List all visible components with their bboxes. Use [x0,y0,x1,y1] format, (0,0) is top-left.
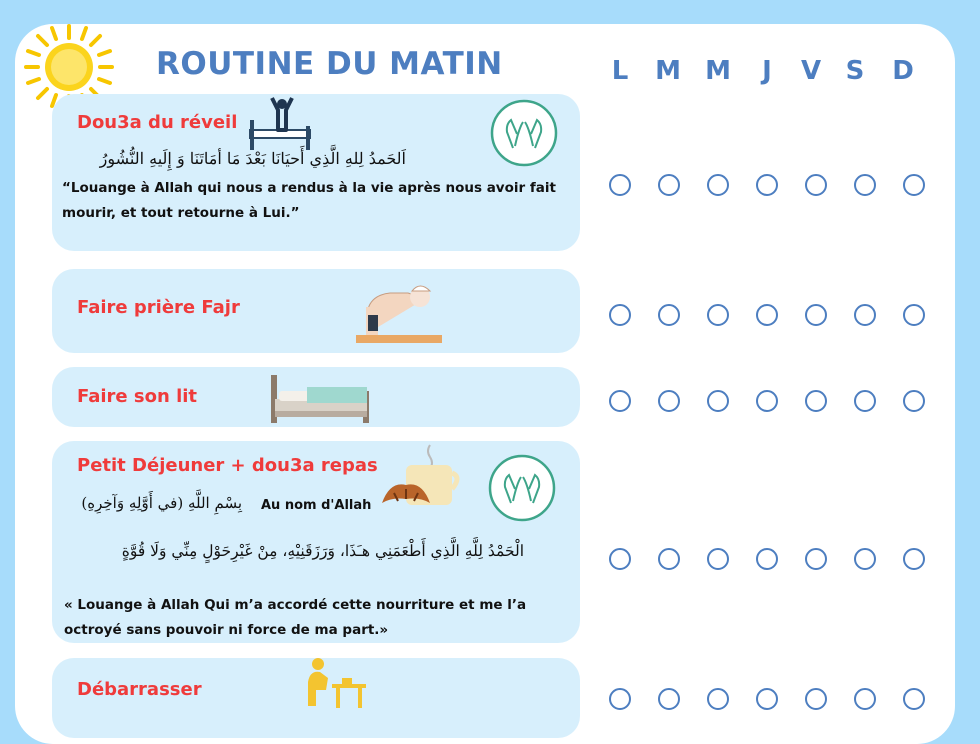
task-title: Petit Déjeuner + dou3a repas [77,455,378,476]
bed-wakeup-icon [248,96,314,152]
dua-french-text: “Louange à Allah qui nous a rendus à la vie après nous avoir fait mourir, et tout retourne à Lui.” [62,180,556,221]
checkbox-fajr-M[interactable] [658,304,680,326]
clearing-table-icon [298,656,370,710]
checkbox-make-bed-L[interactable] [609,390,631,412]
checkbox-breakfast-D[interactable] [903,548,925,570]
day-label: L [611,56,629,86]
dua-hands-icon [489,98,559,168]
checkbox-clear-table-M[interactable] [658,688,680,710]
day-label: V [800,56,822,86]
checkbox-clear-table-D[interactable] [903,688,925,710]
prayer-icon [356,277,442,345]
checkbox-clear-table-V[interactable] [805,688,827,710]
checkbox-breakfast-J[interactable] [756,548,778,570]
checkbox-clear-table-S[interactable] [854,688,876,710]
task-card-make-bed [52,367,580,427]
bismillah-french: Au nom d'Allah [261,498,372,513]
day-label: M [655,56,681,86]
task-title: Débarrasser [77,679,202,700]
checkbox-make-bed-S[interactable] [854,390,876,412]
checkbox-make-bed-M[interactable] [658,390,680,412]
checkbox-wakeup-dua-D[interactable] [903,174,925,196]
checkbox-make-bed-V[interactable] [805,390,827,412]
task-card-breakfast [52,441,580,643]
checkbox-breakfast-V[interactable] [805,548,827,570]
checkbox-clear-table-J[interactable] [756,688,778,710]
bismillah-arabic: بِسْمِ اللَّهِ (في أَوَّلِهِ وَآخِرِهِ) [81,494,242,512]
checkbox-fajr-V[interactable] [805,304,827,326]
dua-hands-icon [487,453,557,523]
task-title: Faire son lit [77,386,198,407]
task-card-clear-table [52,658,580,738]
checkbox-wakeup-dua-S[interactable] [854,174,876,196]
checkbox-make-bed-M2[interactable] [707,390,729,412]
coffee-croissant-icon [380,443,462,515]
dua-arabic-text: اَلحَمدُ لِلهِ الَّذِي أَحيَانَا بَعْدَ مَا أمَاتَنَا وَ إِلَيهِ النُّشُورُ [99,149,406,168]
task-card-wakeup-dua [52,94,580,251]
checkbox-wakeup-dua-V[interactable] [805,174,827,196]
checkbox-wakeup-dua-M2[interactable] [707,174,729,196]
checkbox-breakfast-M2[interactable] [707,548,729,570]
checkbox-wakeup-dua-J[interactable] [756,174,778,196]
task-title: Faire prière Fajr [77,297,240,318]
day-label: J [762,56,772,86]
day-label: D [892,56,914,86]
checkbox-fajr-M2[interactable] [707,304,729,326]
checkbox-breakfast-M[interactable] [658,548,680,570]
bed-icon [267,367,373,425]
checkbox-fajr-L[interactable] [609,304,631,326]
weekday-header [0,56,980,90]
meal-dua-french: « Louange à Allah Qui m’a accordé cette nourriture et me l’a octroyé sans pouvoir ni force de ma part.» [64,597,527,638]
checkbox-fajr-D[interactable] [903,304,925,326]
checkbox-fajr-S[interactable] [854,304,876,326]
day-label: S [845,56,865,86]
meal-dua-arabic: الْحَمْدُ لِلَّهِ الَّذِي أَطْعَمَنِي هـَذَا، وَرَزَقَنِيْهِ، مِنْ غَيْرِحَوْلٍ مِنِّي وَلَا قُوَّةٍ [121,542,524,560]
checkbox-make-bed-J[interactable] [756,390,778,412]
checkbox-breakfast-L[interactable] [609,548,631,570]
checkbox-wakeup-dua-L[interactable] [609,174,631,196]
checkbox-make-bed-D[interactable] [903,390,925,412]
checkbox-fajr-J[interactable] [756,304,778,326]
task-title: Dou3a du réveil [77,112,238,133]
checkbox-breakfast-S[interactable] [854,548,876,570]
day-label: M [705,56,731,86]
checkbox-clear-table-M2[interactable] [707,688,729,710]
checkbox-wakeup-dua-M[interactable] [658,174,680,196]
task-card-fajr [52,269,580,353]
checkbox-clear-table-L[interactable] [609,688,631,710]
page-title: ROUTINE DU MATIN [156,46,503,82]
